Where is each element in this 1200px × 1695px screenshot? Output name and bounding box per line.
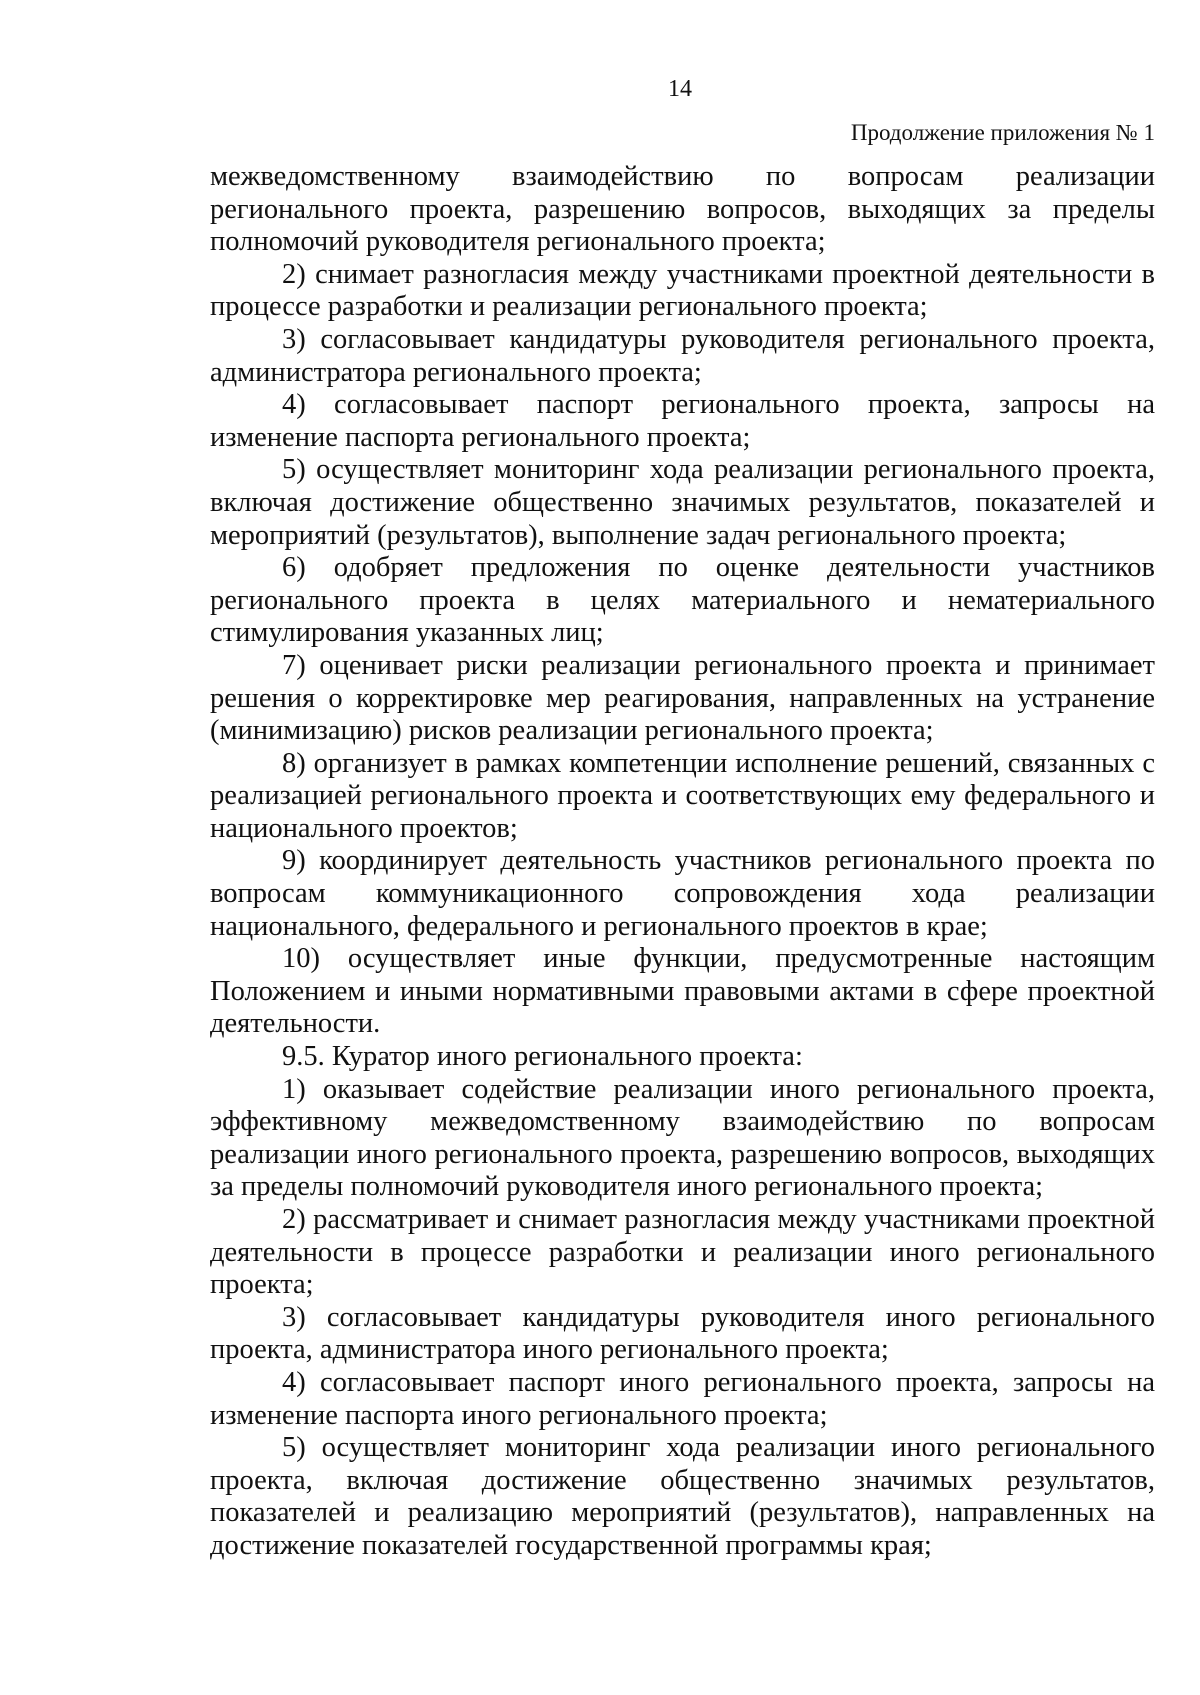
paragraph: 2) снимает разногласия между участниками проектной деятельности в процессе разработки и реализации регионального проекта;: [210, 258, 1155, 323]
paragraph: 3) согласовывает кандидатуры руководителя регионального проекта, администратора регионального проекта;: [210, 323, 1155, 388]
page-number: 14: [668, 76, 692, 102]
paragraph: 5) осуществляет мониторинг хода реализации регионального проекта, включая достижение общественно значимых результатов, показателей и мероприятий (результатов), выполнение задач регионального проекта;: [210, 454, 1155, 551]
paragraph: 2) рассматривает и снимает разногласия между участниками проектной деятельности в процессе разработки и реализации иного регионального проекта;: [210, 1204, 1155, 1301]
paragraph: 4) согласовывает паспорт иного регионального проекта, запросы на изменение паспорта иного регионального проекта;: [210, 1366, 1155, 1431]
paragraph: 6) одобряет предложения по оценке деятельности участников регионального проекта в целях материального и нематериального стимулирования указанных лиц;: [210, 552, 1155, 649]
paragraph: 4) согласовывает паспорт регионального проекта, запросы на изменение паспорта регионального проекта;: [210, 389, 1155, 453]
section-heading: 9.5. Куратор иного регионального проекта:: [282, 1041, 803, 1073]
paragraph: 3) согласовывает кандидатуры руководителя иного регионального проекта, администратора иного регионального проекта;: [210, 1301, 1155, 1366]
attachment-note: Продолжение приложения № 1: [850, 120, 1155, 145]
body-text: [210, 161, 1155, 1563]
paragraph: 8) организует в рамках компетенции исполнение решений, связанных с реализацией регионального проекта и соответствующих ему федерального и национального проектов;: [210, 747, 1155, 844]
paragraph: 9) координирует деятельность участников регионального проекта по вопросам коммуникационного сопровождения хода реализации национального, федерального и регионального проектов в крае;: [210, 845, 1155, 942]
paragraph: 10) осуществляет иные функции, предусмотренные настоящим Положением и иными нормативными правовыми актами в сфере проектной деятельности.: [210, 943, 1155, 1040]
paragraph: 5) осуществляет мониторинг хода реализации иного регионального проекта, включая достижение общественно значимых результатов, показателей и реализацию мероприятий (результатов), направленных на достижение показателей государственной программы края;: [210, 1432, 1155, 1561]
paragraph: 1) оказывает содействие реализации иного регионального проекта, эффективному межведомственному взаимодействию по вопросам реализации иного регионального проекта, разрешению вопросов, выходящих за пределы полномочий руководителя иного регионального проекта;: [210, 1073, 1155, 1203]
paragraph: 7) оценивает риски реализации регионального проекта и принимает решения о корректировке мер реагирования, направленных на устранение (минимизацию) рисков реализации регионального проекта;: [210, 649, 1155, 747]
paragraph: межведомственному взаимодействию по вопросам реализации регионального проекта, разрешению вопросов, выходящих за пределы полномочий руководителя регионального проекта;: [210, 161, 1155, 258]
